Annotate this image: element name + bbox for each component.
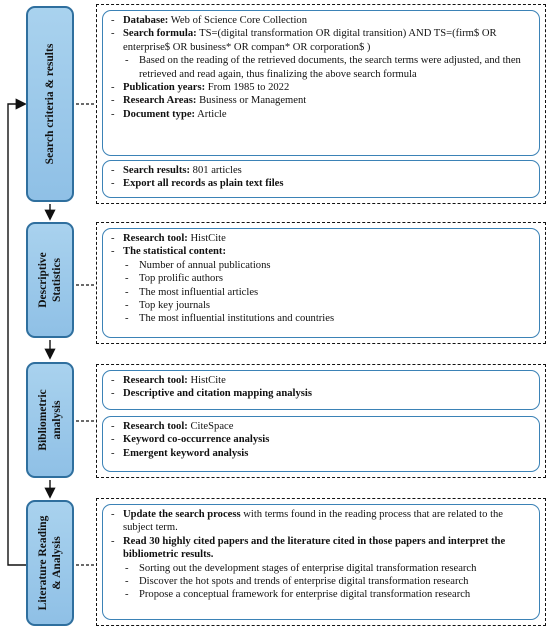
reading-read-row: - Read 30 highly cited papers and the literature cited in those papers and interpret the bibliometric results. <box>111 535 506 561</box>
descriptive-item: - Top prolific authors <box>125 273 223 285</box>
search-formula-row: - Search formula: TS=(digital transformation OR digital transition) AND TS=(firm$ OR enterprise$ OR business* OR compan* OR corporation$ ) <box>111 28 497 53</box>
stage-descriptive-statistics-label: Descriptive Statistics <box>37 252 63 308</box>
stage-descriptive-statistics <box>26 222 74 338</box>
biblio2-tool-row: - Research tool: CiteSpace <box>111 421 234 432</box>
descriptive-box <box>102 228 540 338</box>
search-results-box <box>102 160 540 198</box>
stage-literature-reading <box>26 500 74 626</box>
bibliometric-citespace-box <box>102 416 540 472</box>
biblio1-item-row: - Descriptive and citation mapping analysis <box>111 388 312 400</box>
search-formula-note: - Based on the reading of the retrieved documents, the search terms were adjusted, and then retrieved and read again, thus finalizing the above search formula <box>125 55 521 80</box>
stage-search-criteria-label: Search criteria & results <box>44 43 56 165</box>
descriptive-item: - Number of annual publications <box>125 259 271 271</box>
bibliometric-histcite-box <box>102 370 540 410</box>
search-years-row: - Publication years: From 1985 to 2022 <box>111 82 290 94</box>
reading-item: - Propose a conceptual framework for enterprise digital transformation research <box>125 589 471 601</box>
descriptive-content-row: - The statistical content: <box>111 246 226 258</box>
stage-literature-reading-label: Literature Reading & Analysis <box>37 515 63 611</box>
biblio1-tool-row: - Research tool: HistCite <box>111 375 226 386</box>
biblio2-item-row: - Keyword co-occurrence analysis <box>111 434 270 446</box>
reading-item: - Discover the hot spots and trends of enterprise digital transformation research <box>125 576 469 588</box>
export-row: - Export all records as plain text files <box>111 178 284 190</box>
stage-bibliometric-analysis <box>26 362 74 478</box>
biblio2-item-row: - Emergent keyword analysis <box>111 447 249 459</box>
reading-item: - Sorting out the development stages of enterprise digital transformation research <box>125 562 477 574</box>
reading-box <box>102 504 540 620</box>
descriptive-tool-row: - Research tool: HistCite <box>111 233 226 244</box>
search-doctype-row: - Document type: Article <box>111 108 227 120</box>
search-results-row: - Search results: 801 articles <box>111 165 242 176</box>
reading-update-row: - Update the search process with terms found in the reading process that are related to the subject term. <box>111 509 504 534</box>
search-areas-row: - Research Areas: Business or Management <box>111 95 307 107</box>
descriptive-item: - The most influential institutions and countries <box>125 313 335 325</box>
descriptive-item: - Top key journals <box>125 300 211 312</box>
stage-search-criteria <box>26 6 74 202</box>
search-database-row: - Database: Web of Science Core Collection <box>111 15 308 26</box>
search-criteria-box <box>102 10 540 156</box>
feedback-loop-line <box>8 104 26 565</box>
descriptive-item: - The most influential articles <box>125 286 259 298</box>
stage-bibliometric-analysis-label: Bibliometric analysis <box>37 389 63 451</box>
